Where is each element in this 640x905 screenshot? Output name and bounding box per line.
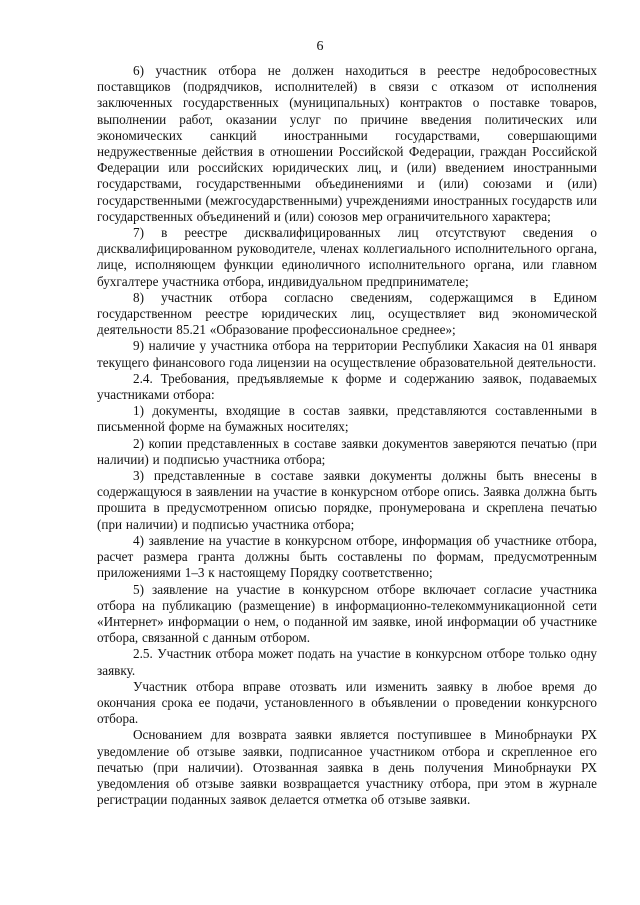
section-2-4-heading: 2.4. Требования, предъявляемые к форме и содержанию заявок, подаваемых участниками отбора: xyxy=(97,370,597,403)
requirement-5: 5) заявление на участие в конкурсном отборе включает согласие участника отбора на публикацию (размещение) в информационно-телекоммуникационной сети «Интернет» информации о нем, о поданной им заявке, иной информации об участнике отбора, связанной с данным отбором. xyxy=(97,581,597,646)
document-body xyxy=(97,63,597,808)
paragraph-item-9: 9) наличие у участника отбора на территории Республики Хакасия на 01 января текущего финансового года лицензии на осуществление образовательной деятельности. xyxy=(97,338,597,370)
requirement-3: 3) представленные в составе заявки документы должны быть внесены в содержащуюся в заявлении на участие в конкурсном отборе опись. Заявка должна быть прошита в предусмотренном описью порядке, пронумерована и скреплена печатью (при наличии) и подписью участника отбора; xyxy=(97,468,597,532)
paragraph-item-8: 8) участник отбора согласно сведениям, содержащимся в Едином государственном реестре юридических лиц, осуществляет вид экономической деятельности 85.21 «Образование профессиональное среднее»; xyxy=(97,289,597,338)
section-2-5-paragraph: 2.5. Участник отбора может подать на участие в конкурсном отборе только одну заявку. xyxy=(97,646,597,678)
return-application-paragraph: Основанием для возврата заявки является поступившее в Минобрнауки РХ уведомление об отзыве заявки, подписанное участником отбора и скрепленное его печатью (при наличии). Отозванная заявка в день получения Минобрнауки РХ уведомления об отзыве заявки возвращается участнику отбора, при этом в журнале регистрации поданных заявок делается отметка об отзыве заявки. xyxy=(97,727,597,808)
requirement-1: 1) документы, входящие в состав заявки, представляются составленными в письменной форме на бумажных носителях; xyxy=(97,403,597,435)
withdraw-application-paragraph: Участник отбора вправе отозвать или изменить заявку в любое время до окончания срока ее подачи, установленного в объявлении о проведении конкурсного отбора. xyxy=(97,678,597,727)
requirement-4: 4) заявление на участие в конкурсном отборе, информация об участнике отбора, расчет размера гранта должны быть составлены по формам, предусмотренным приложениями 1–3 к настоящему Порядку соответственно; xyxy=(97,532,597,581)
page-number: 6 xyxy=(316,39,324,54)
paragraph-item-7: 7) в реестре дисквалифицированных лиц отсутствуют сведения о дисквалифицированном руководителе, членах коллегиального исполнительного органа, лице, исполняющем функции единоличного исполнительного органа, или главном бухгалтере участника отбора, индивидуальном предпринимателе; xyxy=(97,225,597,289)
requirement-2: 2) копии представленных в составе заявки документов заверяются печатью (при наличии) и подписью участника отбора; xyxy=(97,435,597,467)
paragraph-item-6: 6) участник отбора не должен находиться в реестре недобросовестных поставщиков (подрядчиков, исполнителей) в связи с отказом от исполнения заключенных государственных (муниципальных) контрактов о поставке товаров, выполнении работ, оказании услуг по причине введения политических или экономических санкций иностранными государствами, совершающими недружественные действия в отношении Российской Федерации, граждан Российской Федерации или российских юридических лиц, и (или) введением иностранными государствами, государственными объединениями и (или) союзами и (или) государственными (межгосударственными) учреждениями иностранных государств или государственных объединений и (или) союзов мер ограничительного характера; xyxy=(97,63,597,224)
